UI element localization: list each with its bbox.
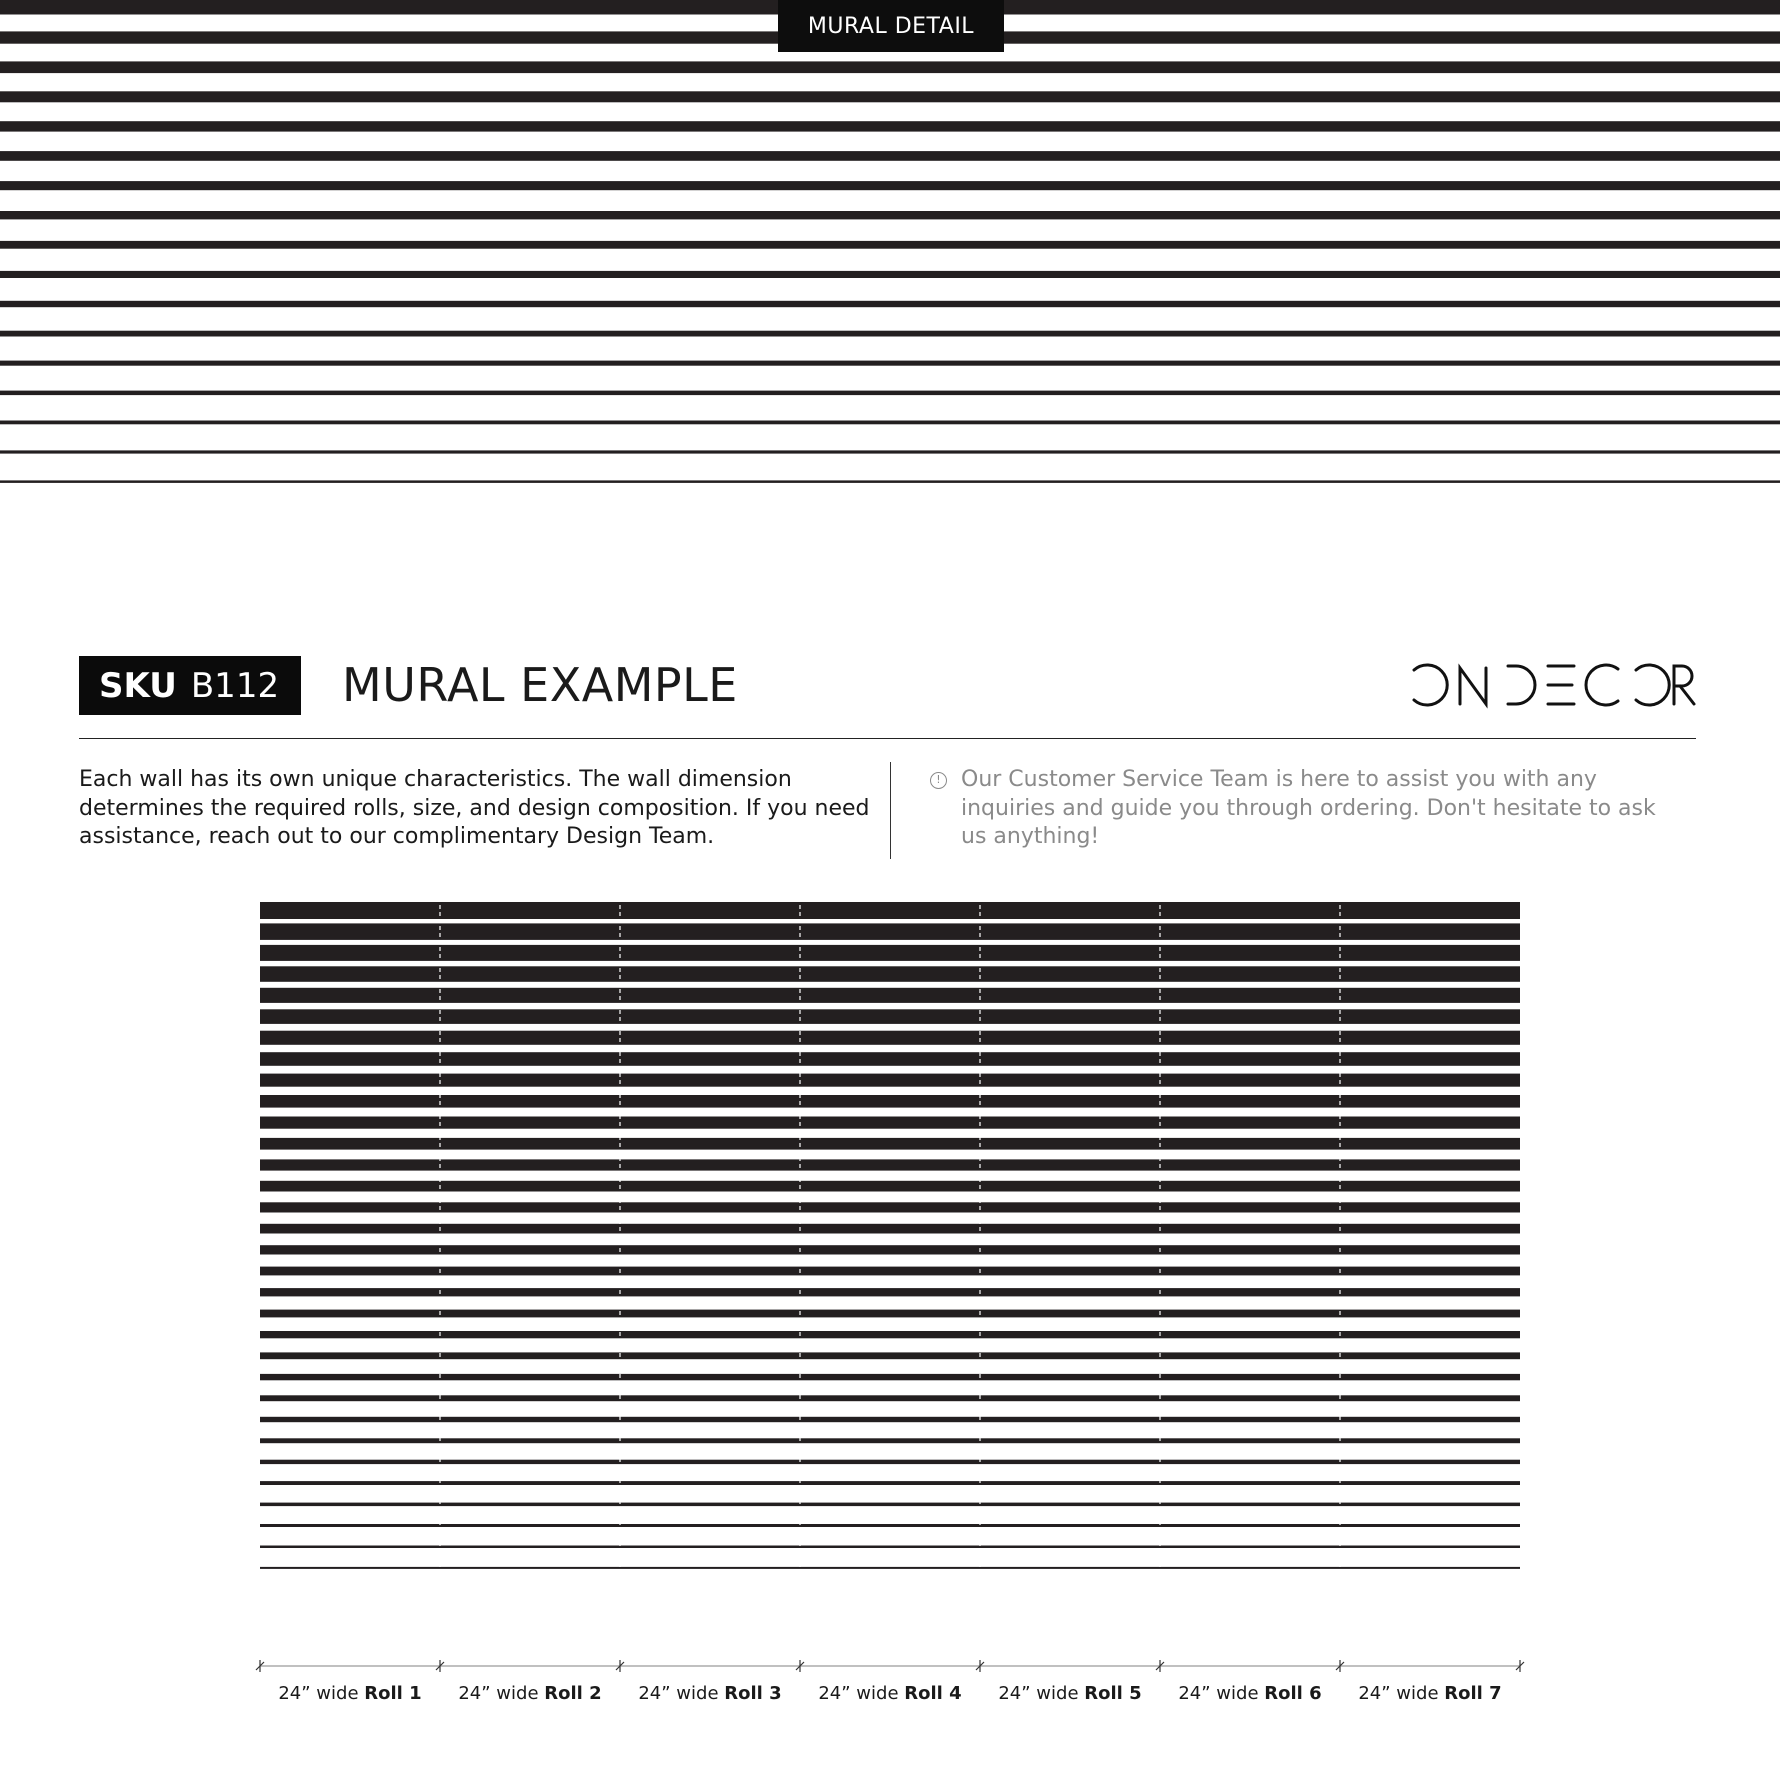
mural-stripe	[260, 1009, 1520, 1024]
mural-stripe	[260, 1417, 1520, 1422]
roll-label	[810, 1683, 970, 1704]
detail-stripe	[0, 181, 1780, 190]
mural-stripe	[260, 1567, 1520, 1569]
mural-stripe	[260, 902, 1520, 919]
detail-stripe	[0, 450, 1780, 453]
mural-detail-badge	[778, 0, 1004, 52]
mural-stripe	[260, 1202, 1520, 1212]
roll-name: Roll 7	[1444, 1683, 1502, 1704]
mural-stripe	[260, 1331, 1520, 1338]
column-divider	[890, 762, 891, 859]
mural-detail-label: MURAL DETAIL	[807, 13, 975, 39]
mural-stripe	[260, 1031, 1520, 1045]
mural-stripe	[260, 1288, 1520, 1296]
mural-stripe	[260, 1181, 1520, 1192]
roll-label	[630, 1683, 790, 1704]
detail-stripe	[0, 121, 1780, 131]
mural-stripe	[260, 1159, 1520, 1170]
mural-example-pattern	[260, 898, 1520, 1570]
roll-label	[270, 1683, 430, 1704]
mural-stripe	[260, 1460, 1520, 1464]
mural-stripe	[260, 1117, 1520, 1129]
roll-name: Roll 4	[904, 1683, 962, 1704]
roll-width: 24” wide	[1358, 1683, 1445, 1704]
roll-width: 24” wide	[458, 1683, 545, 1704]
mural-stripe	[260, 1138, 1520, 1150]
mural-stripe	[260, 1481, 1520, 1485]
mural-stripe	[260, 1095, 1520, 1108]
support-text: Our Customer Service Team is here to assist you with any inquiries and guide you through ordering. Don't hesitate to ask us anything!	[961, 767, 1656, 849]
roll-label	[450, 1683, 610, 1704]
mural-stripe	[260, 1052, 1520, 1066]
mural-stripe	[260, 1524, 1520, 1527]
detail-stripe	[0, 480, 1780, 483]
detail-stripe	[0, 331, 1780, 337]
mural-stripe	[260, 1546, 1520, 1549]
page-title: MURAL EXAMPLE	[342, 658, 738, 712]
roll-name: Roll 5	[1084, 1683, 1142, 1704]
detail-stripe	[0, 241, 1780, 249]
roll-name: Roll 6	[1264, 1683, 1322, 1704]
mural-stripe	[260, 1352, 1520, 1359]
detail-stripe	[0, 361, 1780, 366]
mural-stripe	[260, 1267, 1520, 1276]
roll-name: Roll 3	[724, 1683, 782, 1704]
detail-stripe	[0, 61, 1780, 73]
detail-stripe	[0, 391, 1780, 396]
roll-width: 24” wide	[1178, 1683, 1265, 1704]
mural-stripe	[260, 923, 1520, 940]
mural-stripe	[260, 1395, 1520, 1401]
roll-width: 24” wide	[638, 1683, 725, 1704]
sku-label: SKU	[99, 665, 177, 706]
mural-stripe	[260, 1438, 1520, 1443]
roll-label	[990, 1683, 1150, 1704]
roll-label	[1350, 1683, 1510, 1704]
mural-stripe	[260, 1374, 1520, 1380]
roll-measurement-bar	[250, 1654, 1530, 1678]
sku-code: B112	[190, 665, 280, 706]
mural-stripe	[260, 1245, 1520, 1254]
header-divider	[79, 738, 1696, 739]
mural-detail-pattern	[0, 0, 1780, 505]
detail-stripe	[0, 91, 1780, 102]
roll-name: Roll 1	[364, 1683, 422, 1704]
mural-stripe	[260, 945, 1520, 961]
sku-badge	[79, 656, 301, 715]
detail-stripe	[0, 151, 1780, 161]
detail-stripe	[0, 271, 1780, 278]
roll-width: 24” wide	[278, 1683, 365, 1704]
detail-stripe	[0, 301, 1780, 307]
roll-label	[1170, 1683, 1330, 1704]
ondecor-logo	[1404, 660, 1696, 710]
mural-stripe	[260, 1503, 1520, 1507]
detail-stripe	[0, 421, 1780, 425]
detail-stripe	[0, 211, 1780, 219]
mural-stripe	[260, 1224, 1520, 1234]
mural-stripe	[260, 1310, 1520, 1318]
mural-stripe	[260, 1074, 1520, 1087]
mural-stripe	[260, 988, 1520, 1003]
roll-width: 24” wide	[998, 1683, 1085, 1704]
roll-name: Roll 2	[544, 1683, 602, 1704]
info-icon: !	[930, 772, 947, 789]
roll-width: 24” wide	[818, 1683, 905, 1704]
mural-stripe	[260, 966, 1520, 982]
description-text: Each wall has its own unique characteristics. The wall dimension determines the required rolls, size, and design composition. If you need assistance, reach out to our complimentary Design Team.	[79, 767, 870, 849]
